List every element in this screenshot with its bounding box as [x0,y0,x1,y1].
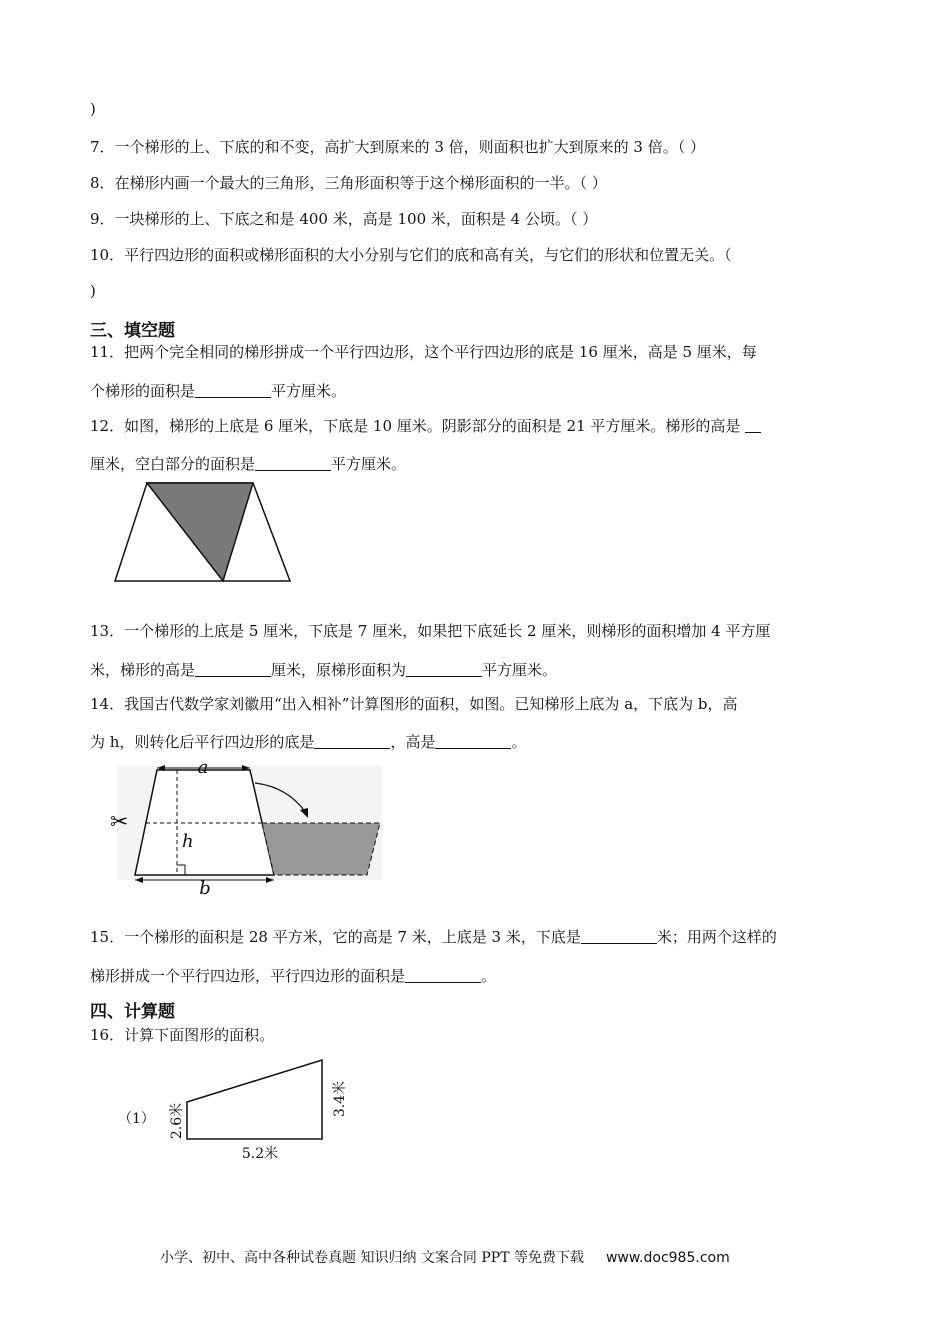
label-h: h [182,831,194,852]
answer-blank-11[interactable] [195,383,271,398]
label-a: a [197,757,209,778]
question-15-line1 [90,926,777,947]
q13-text-3: 平方厘米。 [482,661,558,679]
question-15-line2 [90,965,496,986]
figure-16-right-trapezoid [160,1055,360,1167]
right-trapezoid-outline [187,1060,322,1139]
section-4-heading: 四、计算题 [90,1002,175,1022]
moved-piece [262,823,380,875]
section-3-heading: 三、填空题 [90,321,175,341]
question-13-line2 [90,659,557,680]
q12-text-2: 厘米，空白部分的面积是 [90,455,256,473]
q12-text-3: 平方厘米。 [331,455,407,473]
question-10-paren: ) [90,282,96,300]
answer-blank-12a[interactable] [745,418,761,433]
answer-blank-14a[interactable] [314,734,390,749]
q12-text-1: 12．如图，梯形的上底是 6 厘米，下底是 10 厘米。阴影部分的面积是 21 平方厘米。梯形的高是 [90,417,741,435]
footer-text: 小学、初中、高中各种试卷真题 知识归纳 文案合同 PPT 等免费下载 [160,1250,584,1266]
question-10: 10．平行四边形的面积或梯形面积的大小分别与它们的底和高有关，与它们的形状和位置无关。（ [90,246,732,264]
question-12-line1 [90,415,761,436]
q15-text-4: 。 [481,967,497,985]
question-13-line1: 13．一个梯形的上底是 5 厘米，下底是 7 厘米，如果把下底延长 2 厘米，则梯形的面积增加 4 平方厘 [90,622,771,640]
question-16: 16．计算下面图形的面积。 [90,1026,275,1044]
answer-blank-15b[interactable] [405,968,481,983]
q15-text-3: 梯形拼成一个平行四边形，平行四边形的面积是 [90,967,406,985]
q14-text-3: 。 [511,733,527,751]
footer-url[interactable]: www.doc985.com [605,1250,730,1266]
scissors-icon: ✂ [110,810,129,835]
question-12-line2 [90,453,406,474]
question-11-line1: 11．把两个完全相同的梯形拼成一个平行四边形，这个平行四边形的底是 16 厘米，高是 5 厘米，每 [90,343,757,361]
question-14-line2 [90,731,526,752]
answer-blank-14b[interactable] [435,734,511,749]
figure-12-trapezoid [110,478,295,586]
line-paren: ) [90,100,96,118]
answer-blank-13a[interactable] [195,662,271,677]
question-14-line1: 14．我国古代数学家刘徽用“出入相补”计算图形的面积，如图。已知梯形上底为 a，下底为 b，高 [90,695,738,713]
q16-part-label: （1） [118,1111,155,1127]
answer-blank-13b[interactable] [406,662,482,677]
q11-text-1: 个梯形的面积是 [90,382,196,400]
figure-14-out-in-complement [105,755,395,900]
bottom-side-label: 5.2米 [241,1146,279,1162]
q14-text-1: 为 h，则转化后平行四边形的底是 [90,733,315,751]
question-7: 7．一个梯形的上、下底的和不变，高扩大到原来的 3 倍，则面积也扩大到原来的 3 倍。（ ） [90,138,705,156]
right-side-label: 3.4米 [332,1080,348,1118]
q13-text-1: 米，梯形的高是 [90,661,196,679]
answer-blank-12b[interactable] [255,456,331,471]
answer-blank-15a[interactable] [581,929,657,944]
q11-text-2: 平方厘米。 [271,382,347,400]
question-8: 8．在梯形内画一个最大的三角形，三角形面积等于这个梯形面积的一半。（ ） [90,174,607,192]
page-footer [160,1247,730,1267]
question-11-line2 [90,380,346,401]
q14-text-2: ，高是 [390,733,436,751]
q13-text-2: 厘米，原梯形面积为 [271,661,407,679]
question-9: 9．一块梯形的上、下底之和是 400 米，高是 100 米，面积是 4 公顷。（ ） [90,210,598,228]
q15-text-1: 15．一个梯形的面积是 28 平方米，它的高是 7 米，上底是 3 米，下底是 [90,928,581,946]
left-side-label: 2.6米 [169,1102,185,1140]
q15-text-2: 米；用两个这样的 [656,928,777,946]
label-b: b [199,878,211,899]
